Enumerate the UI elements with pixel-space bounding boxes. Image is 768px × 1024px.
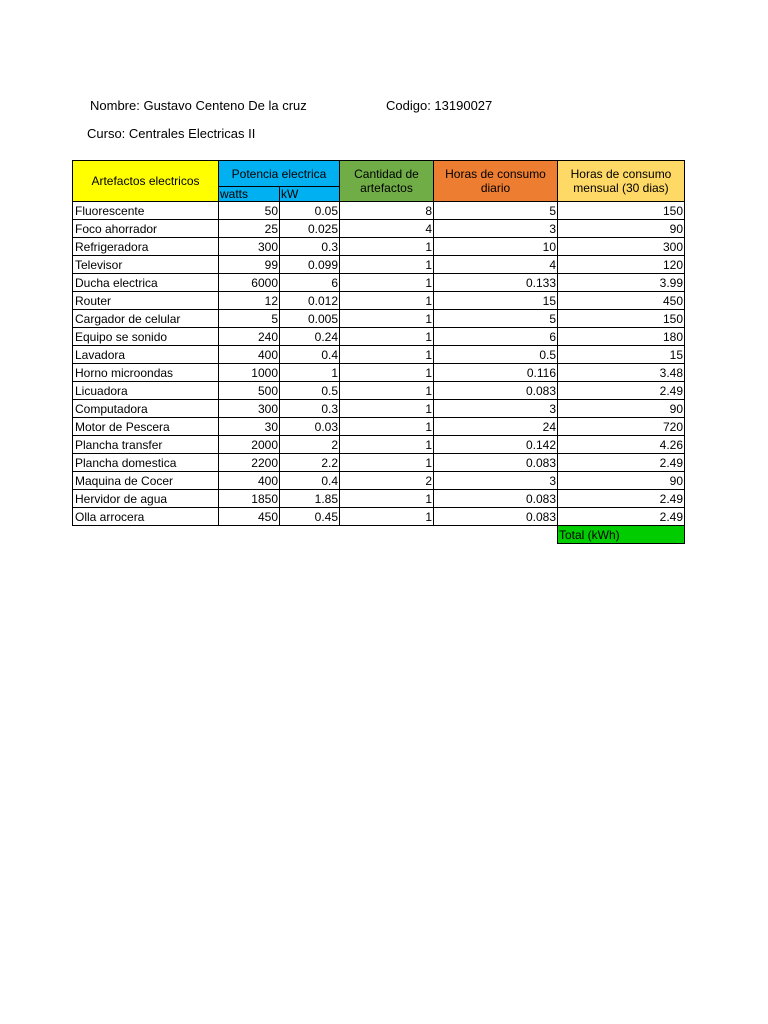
table-row: [73, 346, 685, 364]
table-row: [73, 328, 685, 346]
cell-kw: 2: [280, 436, 340, 454]
cell-daily: 3: [434, 400, 558, 418]
cell-qty: 1: [340, 292, 434, 310]
cell-name: Cargador de celular: [73, 310, 219, 328]
cell-name: Router: [73, 292, 219, 310]
cell-monthly: 120: [558, 256, 685, 274]
cell-qty: 1: [340, 418, 434, 436]
cell-name: Hervidor de agua: [73, 490, 219, 508]
cell-daily: 10: [434, 238, 558, 256]
cell-monthly: 2.49: [558, 382, 685, 400]
cell-watts: 450: [219, 508, 280, 526]
cell-kw: 1.85: [280, 490, 340, 508]
cell-daily: 5: [434, 202, 558, 220]
cell-kw: 0.45: [280, 508, 340, 526]
cell-daily: 0.133: [434, 274, 558, 292]
cell-daily: 0.083: [434, 508, 558, 526]
cell-name: Refrigeradora: [73, 238, 219, 256]
cell-watts: 99: [219, 256, 280, 274]
cell-monthly: 2.49: [558, 490, 685, 508]
col-header-mensual-line1: Horas de consumo: [570, 167, 672, 181]
table-row: [73, 364, 685, 382]
table-row: [73, 220, 685, 238]
cell-watts: 300: [219, 400, 280, 418]
cell-qty: 1: [340, 238, 434, 256]
table-row: [73, 400, 685, 418]
cell-daily: 0.5: [434, 346, 558, 364]
cell-daily: 15: [434, 292, 558, 310]
cell-name: Plancha transfer: [73, 436, 219, 454]
cell-qty: 1: [340, 382, 434, 400]
empty-cell: [73, 526, 219, 544]
col-header-potencia: Potencia electrica: [219, 161, 340, 187]
table-row: [73, 274, 685, 292]
cell-kw: 0.4: [280, 346, 340, 364]
cell-name: Foco ahorrador: [73, 220, 219, 238]
col-header-diario-line2: diario: [480, 181, 511, 195]
cell-monthly: 90: [558, 400, 685, 418]
table-row: [73, 472, 685, 490]
cell-daily: 5: [434, 310, 558, 328]
table-row: [73, 256, 685, 274]
empty-cell: [219, 526, 280, 544]
cell-qty: 1: [340, 274, 434, 292]
cell-qty: 1: [340, 436, 434, 454]
unit-kw: kW: [280, 187, 340, 202]
col-header-artefactos: Artefactos electricos: [73, 161, 219, 202]
cell-monthly: 450: [558, 292, 685, 310]
cell-watts: 1850: [219, 490, 280, 508]
cell-daily: 0.116: [434, 364, 558, 382]
cell-name: Ducha electrica: [73, 274, 219, 292]
cell-kw: 0.005: [280, 310, 340, 328]
cell-kw: 0.3: [280, 238, 340, 256]
cell-kw: 0.025: [280, 220, 340, 238]
table-row: [73, 436, 685, 454]
cell-kw: 0.24: [280, 328, 340, 346]
cell-daily: 6: [434, 328, 558, 346]
cell-name: Computadora: [73, 400, 219, 418]
table-row: [73, 508, 685, 526]
cell-daily: 3: [434, 472, 558, 490]
cell-watts: 50: [219, 202, 280, 220]
cell-watts: 300: [219, 238, 280, 256]
cell-monthly: 3.99: [558, 274, 685, 292]
empty-cell: [280, 526, 340, 544]
cell-kw: 0.03: [280, 418, 340, 436]
cell-name: Olla arrocera: [73, 508, 219, 526]
cell-qty: 1: [340, 490, 434, 508]
cell-monthly: 2.49: [558, 508, 685, 526]
cell-watts: 2200: [219, 454, 280, 472]
cell-kw: 0.099: [280, 256, 340, 274]
cell-watts: 12: [219, 292, 280, 310]
table-row: [73, 490, 685, 508]
cell-daily: 3: [434, 220, 558, 238]
cell-monthly: 180: [558, 328, 685, 346]
table-row: [73, 292, 685, 310]
table-row: [73, 238, 685, 256]
empty-cell: [434, 526, 558, 544]
cell-watts: 500: [219, 382, 280, 400]
cell-monthly: 720: [558, 418, 685, 436]
student-name: Nombre: Gustavo Centeno De la cruz: [90, 98, 307, 113]
col-header-cantidad: [340, 161, 434, 202]
cell-name: Horno microondas: [73, 364, 219, 382]
cell-qty: 1: [340, 346, 434, 364]
cell-monthly: 90: [558, 472, 685, 490]
cell-qty: 4: [340, 220, 434, 238]
col-header-cantidad-line1: Cantidad de: [354, 167, 419, 181]
cell-name: Maquina de Cocer: [73, 472, 219, 490]
header-row: [73, 161, 685, 187]
course-name: Curso: Centrales Electricas II: [87, 126, 256, 141]
cell-monthly: 150: [558, 202, 685, 220]
cell-monthly: 150: [558, 310, 685, 328]
cell-watts: 30: [219, 418, 280, 436]
cell-monthly: 90: [558, 220, 685, 238]
cell-name: Plancha domestica: [73, 454, 219, 472]
cell-qty: 1: [340, 400, 434, 418]
cell-monthly: 3.48: [558, 364, 685, 382]
table-row: [73, 310, 685, 328]
student-code: Codigo: 13190027: [386, 98, 493, 113]
cell-kw: 0.5: [280, 382, 340, 400]
cell-kw: 0.05: [280, 202, 340, 220]
cell-qty: 1: [340, 310, 434, 328]
cell-name: Fluorescente: [73, 202, 219, 220]
table-row: [73, 202, 685, 220]
cell-name: Lavadora: [73, 346, 219, 364]
cell-watts: 400: [219, 346, 280, 364]
cell-daily: 4: [434, 256, 558, 274]
cell-watts: 240: [219, 328, 280, 346]
cell-watts: 25: [219, 220, 280, 238]
cell-daily: 24: [434, 418, 558, 436]
table-row: [73, 382, 685, 400]
cell-daily: 0.142: [434, 436, 558, 454]
cell-watts: 2000: [219, 436, 280, 454]
cell-qty: 2: [340, 472, 434, 490]
total-label: Total (kWh): [558, 526, 685, 544]
cell-name: Licuadora: [73, 382, 219, 400]
cell-kw: 2.2: [280, 454, 340, 472]
col-header-mensual-line2: mensual (30 dias): [573, 181, 669, 195]
cell-daily: 0.083: [434, 454, 558, 472]
cell-kw: 6: [280, 274, 340, 292]
col-header-diario-line1: Horas de consumo: [445, 167, 546, 181]
cell-name: Equipo se sonido: [73, 328, 219, 346]
cell-qty: 1: [340, 328, 434, 346]
cell-monthly: 2.49: [558, 454, 685, 472]
col-header-cantidad-line2: artefactos: [360, 181, 413, 195]
cell-daily: 0.083: [434, 382, 558, 400]
total-row: [73, 526, 685, 544]
cell-qty: 1: [340, 364, 434, 382]
empty-cell: [340, 526, 434, 544]
cell-kw: 0.012: [280, 292, 340, 310]
unit-watts: watts: [219, 187, 280, 202]
col-header-diario: [434, 161, 558, 202]
cell-monthly: 15: [558, 346, 685, 364]
cell-watts: 5: [219, 310, 280, 328]
cell-kw: 1: [280, 364, 340, 382]
cell-watts: 6000: [219, 274, 280, 292]
cell-name: Motor de Pescera: [73, 418, 219, 436]
table-row: [73, 454, 685, 472]
table-row: [73, 418, 685, 436]
cell-monthly: 300: [558, 238, 685, 256]
cell-qty: 1: [340, 256, 434, 274]
cell-watts: 1000: [219, 364, 280, 382]
col-header-mensual: [558, 161, 685, 202]
cell-daily: 0.083: [434, 490, 558, 508]
cell-watts: 400: [219, 472, 280, 490]
cell-monthly: 4.26: [558, 436, 685, 454]
cell-qty: 1: [340, 508, 434, 526]
cell-qty: 1: [340, 454, 434, 472]
cell-kw: 0.4: [280, 472, 340, 490]
cell-kw: 0.3: [280, 400, 340, 418]
cell-name: Televisor: [73, 256, 219, 274]
cell-qty: 8: [340, 202, 434, 220]
consumption-table: [72, 160, 685, 544]
